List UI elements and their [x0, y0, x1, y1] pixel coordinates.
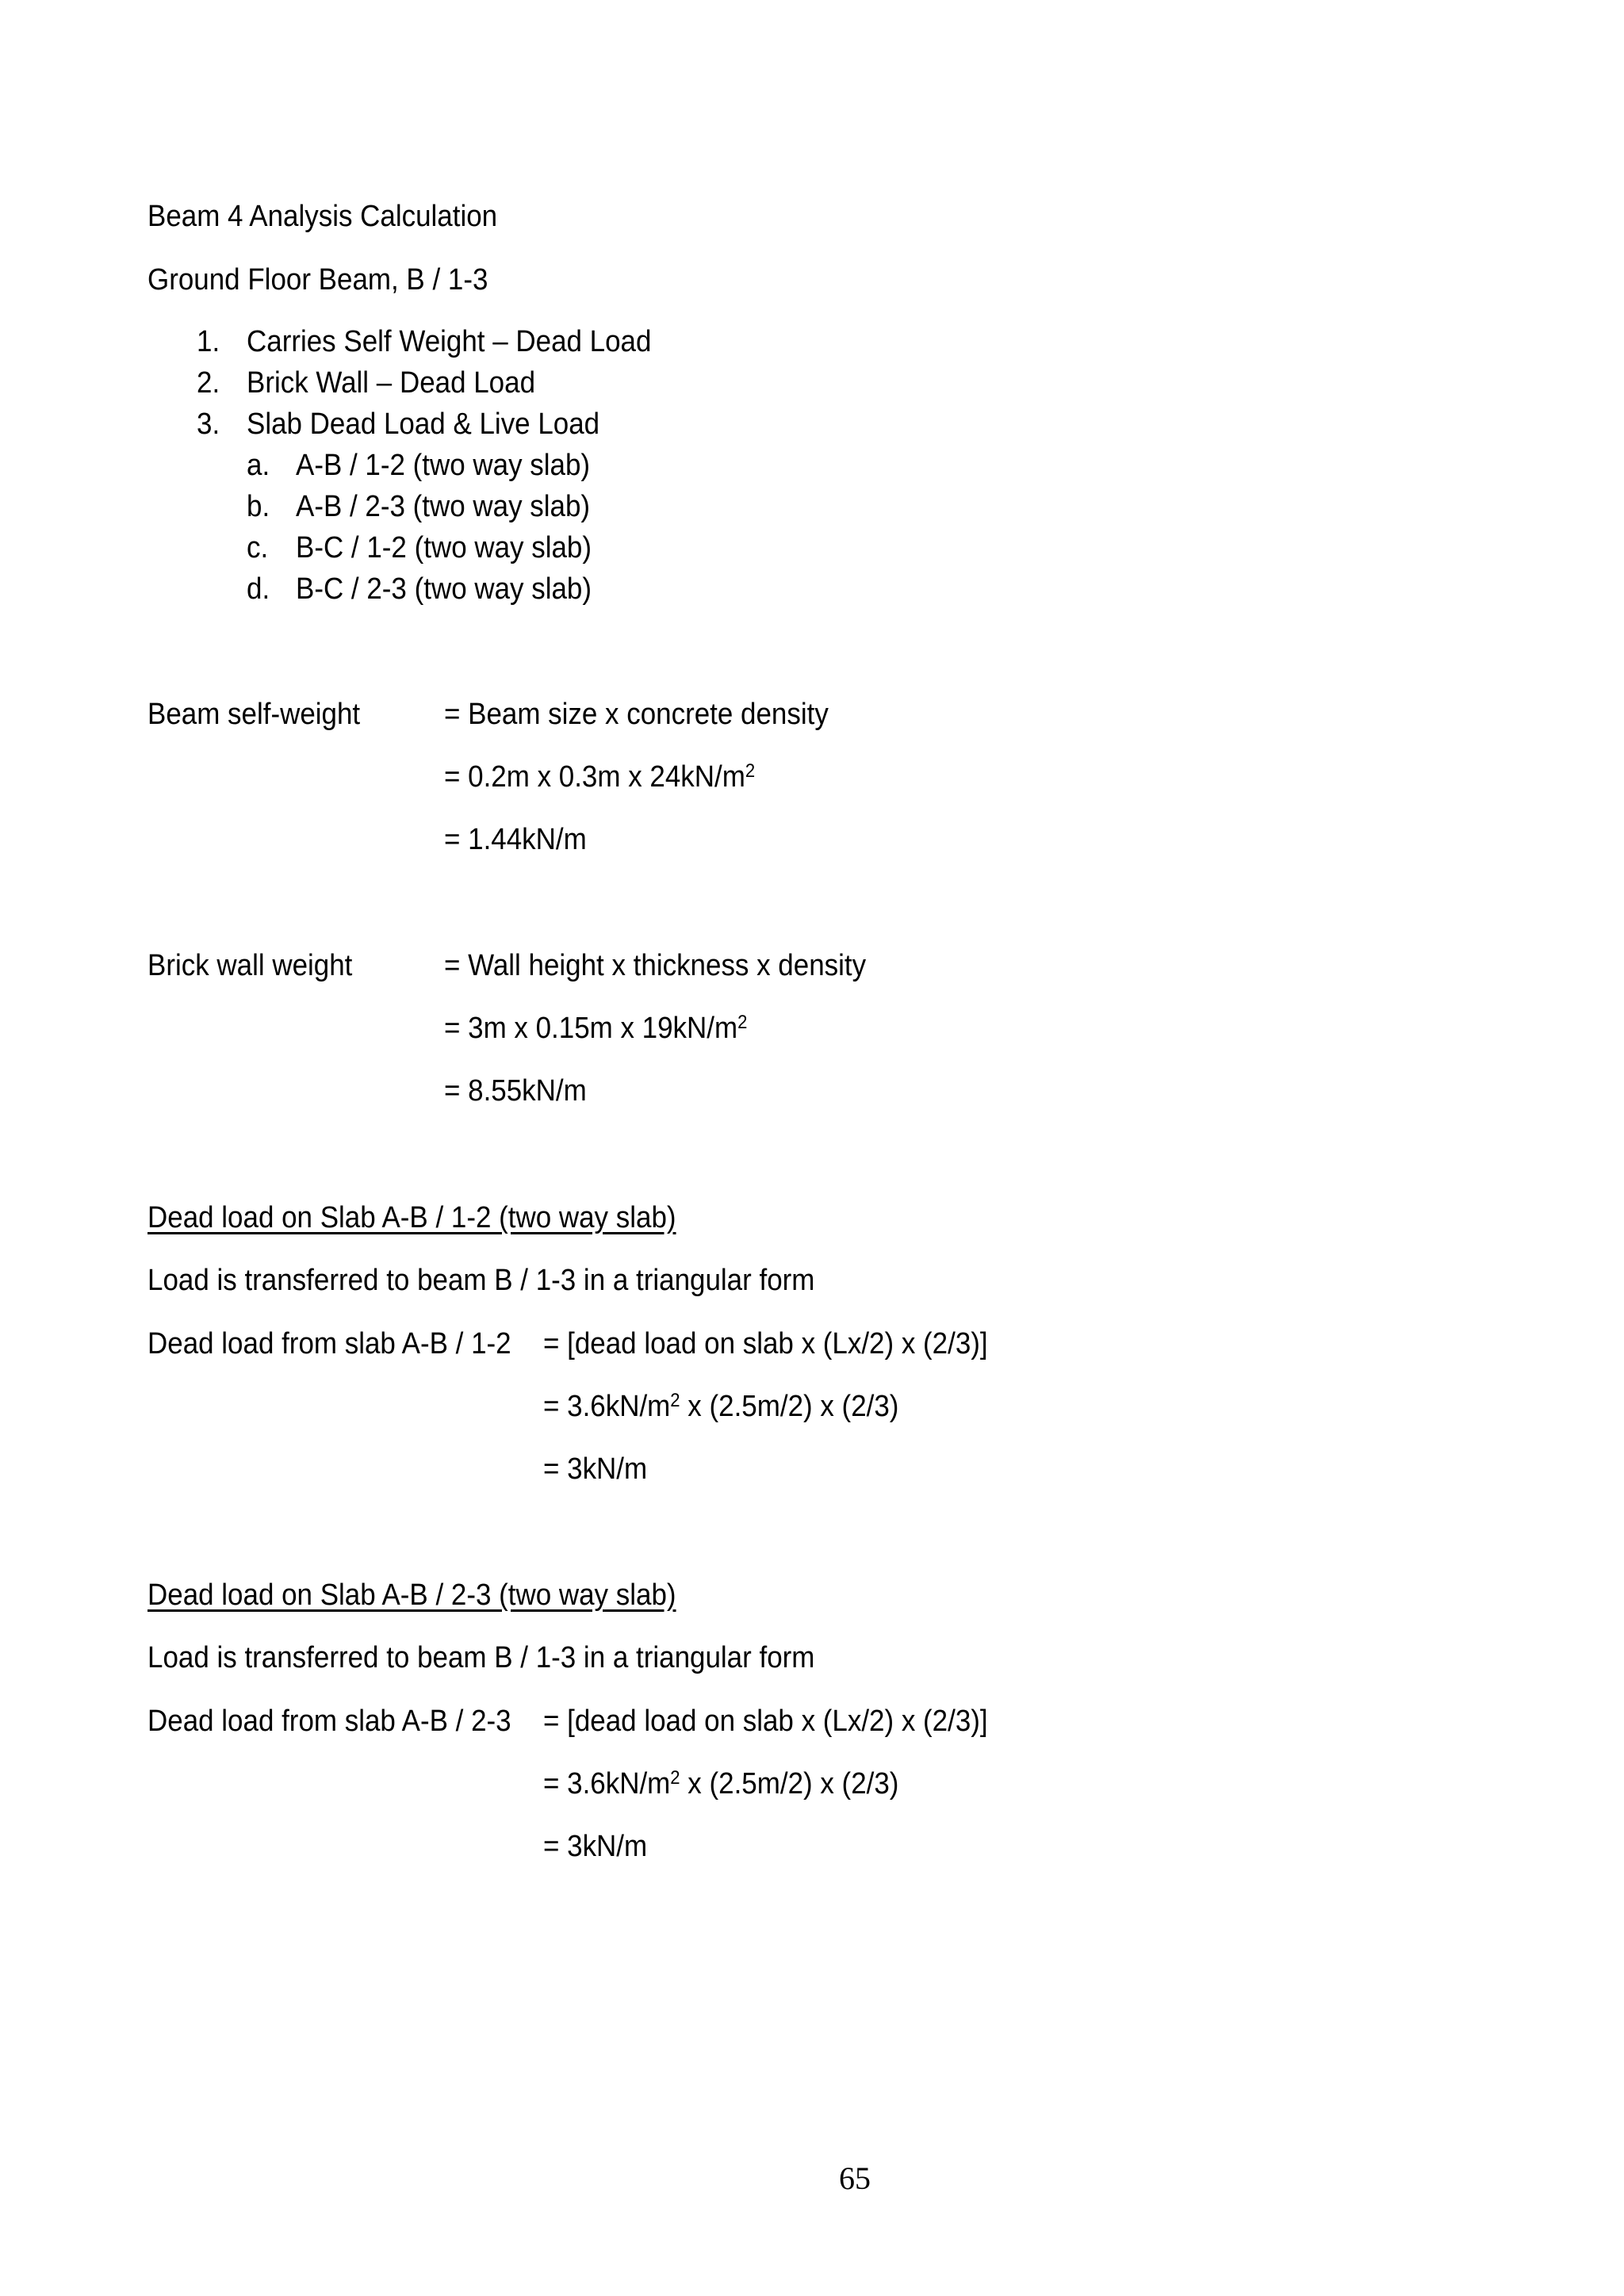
load-number: 3.	[197, 408, 220, 441]
slab-ab23-result: = 3kN/m	[543, 1830, 648, 1863]
slab-ab23-substitution: = $3.6kN/m^2$ x (2.5m/2) x (2/3)	[543, 1767, 899, 1800]
slab-ab23-transfer: Load is transferred to beam B / 1-3 in a triangular form	[147, 1641, 815, 1674]
load-item: Slab Dead Load & Live Load	[247, 408, 600, 441]
brick-wall-substitution: = 3m x 0.15m x $19kN/m^2$	[444, 1012, 748, 1045]
slab-ab23-formula: = [dead load on slab x (Lx/2) x (2/3)]	[543, 1705, 988, 1738]
slab-letter: b.	[247, 490, 270, 523]
brick-wall-label: Brick wall weight	[147, 949, 353, 982]
slab-item: B-C / 2-3 (two way slab)	[296, 572, 592, 606]
slab-item: A-B / 2-3 (two way slab)	[296, 490, 591, 523]
slab-item: A-B / 1-2 (two way slab)	[296, 449, 591, 482]
load-item: Brick Wall – Dead Load	[247, 366, 536, 400]
slab-letter: d.	[247, 572, 270, 606]
load-number: 2.	[197, 366, 220, 400]
slab-letter: c.	[247, 531, 269, 564]
load-item: Carries Self Weight – Dead Load	[247, 325, 652, 358]
brick-wall-formula: = Wall height x thickness x density	[444, 949, 867, 982]
slab-ab12-heading: Dead load on Slab A-B / 1-2 (two way slab)	[147, 1201, 676, 1234]
slab-ab12-result: = 3kN/m	[543, 1452, 648, 1486]
self-weight-result: = 1.44kN/m	[444, 823, 587, 856]
slab-ab12-label: Dead load from slab A-B / 1-2	[147, 1327, 511, 1360]
self-weight-substitution: = 0.2m x 0.3m x $24kN/m^2$	[444, 760, 756, 794]
page-title: Beam 4 Analysis Calculation	[147, 200, 498, 233]
beam-reference: Ground Floor Beam, B / 1-3	[147, 263, 488, 297]
slab-ab12-substitution: = $3.6kN/m^2$ x (2.5m/2) x (2/3)	[543, 1390, 899, 1423]
slab-ab12-transfer: Load is transferred to beam B / 1-3 in a triangular form	[147, 1264, 815, 1297]
self-weight-formula: = Beam size x concrete density	[444, 698, 829, 731]
slab-item: B-C / 1-2 (two way slab)	[296, 531, 592, 564]
slab-ab12-formula: = [dead load on slab x (Lx/2) x (2/3)]	[543, 1327, 988, 1360]
page-number: 65	[839, 2160, 871, 2196]
brick-wall-result: = 8.55kN/m	[444, 1074, 587, 1108]
load-number: 1.	[197, 325, 220, 358]
slab-ab23-heading: Dead load on Slab A-B / 2-3 (two way slab)	[147, 1578, 676, 1612]
slab-letter: a.	[247, 449, 270, 482]
slab-ab23-label: Dead load from slab A-B / 2-3	[147, 1705, 511, 1738]
self-weight-label: Beam self-weight	[147, 698, 361, 731]
